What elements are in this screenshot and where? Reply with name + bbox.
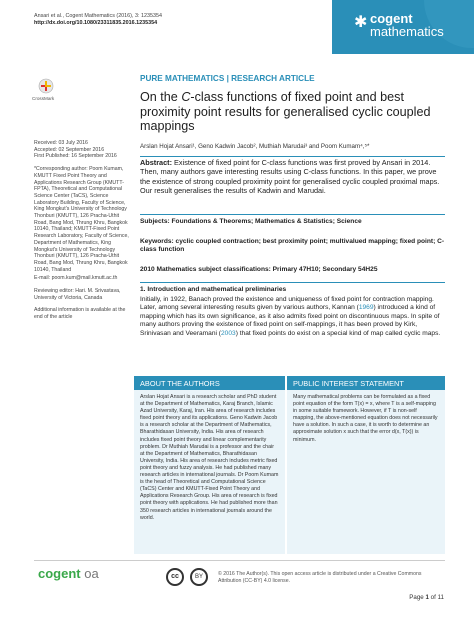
received-date: Received: 03 July 2016 bbox=[34, 140, 88, 146]
citation-line: Ansari et al., Cogent Mathematics (2016), 3: 1235354 bbox=[34, 13, 162, 19]
citation bbox=[34, 13, 162, 27]
brand-text bbox=[370, 12, 444, 38]
public-interest-box bbox=[287, 376, 445, 554]
about-authors-text: Arslan Hojat Ansari is a research scholar and PhD student at the Department of Mathematics, Karaj Branch, Islamic Azad University, Karaj, Iran. His area of research includes fixed point theory and its applications. Geno Kadwin Jacob is a research scholar at the Department of Mathematics, Bharathidasan University, India. His area of research includes fixed point theory and linear complementarity problem. Dr Muthiah Marudai is a professor and the chair at the Department of Mathematics, Bharathidasan University, India. His area of research includes metric fixed point theory and fuzzy analysis. He had published many research articles in international journals. Dr Poom Kumam is the head of Theoretical and Computational Science (TaCS) Center and KMUTT-Fixed Point Theory and Applications Research Group. His area of research is fixed point theory with applications. He had published more than 350 research articles in international journals around the world. bbox=[140, 394, 279, 521]
cogent-oa-logo bbox=[38, 566, 99, 581]
dates bbox=[34, 140, 134, 160]
introduction-text bbox=[140, 296, 445, 338]
section-heading: 1. Introduction and mathematical preliminaries bbox=[140, 286, 287, 293]
published-date: First Published: 16 September 2016 bbox=[34, 153, 117, 160]
logo-main: cogent bbox=[38, 566, 81, 581]
article-sidebar bbox=[34, 140, 134, 327]
doi-link[interactable]: http://dx.doi.org/10.1080/23311835.2016.1235354 bbox=[34, 20, 158, 26]
abstract-text: Existence of fixed point for C-class functions was first proved by Ansari in 2014. Then, many authors gave interesting results using C-class functions. In this paper, we prove the existence of strong coupled proximity point for generalised cyclic coupled proximal maps. Our result generalises the results of Kadwin and Marudai. bbox=[140, 158, 440, 196]
public-interest-heading: PUBLIC INTEREST STATEMENT bbox=[287, 376, 445, 390]
snowflake-icon: ✱ bbox=[354, 14, 368, 31]
crossmark-icon[interactable] bbox=[38, 78, 54, 94]
divider bbox=[140, 156, 445, 157]
title-rest: -class functions of fixed point and best proximity point results for generalised cyclic coupled mappings bbox=[140, 90, 431, 134]
article-section: PURE MATHEMATICS | RESEARCH ARTICLE bbox=[140, 74, 315, 83]
correspondence: *Corresponding author: Poom Kumam, KMUTT Fixed Point Theory and Applications Research Group (KMUTT-FPTA), Theoretical and Computational Science Center (TaCS), Science Laboratory Building, Faculty of Science, King Mongkut's University of Technology Thonburi (KMUTT), 126 Pracha-Uthit Road, Bang Mod, Thrung Khru, Bangkok 10140, Thailand; KMUTT-Fixed Point Research Laboratory, Faculty of Science, Department of Mathematics, King Mongkut's University of Technology Thonburi (KMUTT), 126 Pracha-Uthit Road, Bang Mod, Thrung Khru, Bangkok 10140, Thailand bbox=[34, 166, 129, 273]
reference-link[interactable]: 2003 bbox=[221, 329, 236, 337]
accepted-date: Accepted: 02 September 2016 bbox=[34, 146, 105, 153]
page-number bbox=[409, 594, 444, 601]
keywords bbox=[140, 238, 445, 255]
crossmark-label: CrossMark bbox=[32, 96, 55, 101]
corresponding-email[interactable]: E-mail: poom.kum@mail.kmutt.ac.th bbox=[34, 275, 118, 282]
page-total: 11 bbox=[437, 594, 444, 601]
about-authors-box bbox=[134, 376, 285, 554]
keywords-text: Keywords: cyclic coupled contraction; best proximity point; multivalued mapping; fixed point; C-class function bbox=[140, 238, 445, 254]
page-current: 1 bbox=[425, 594, 429, 601]
attribution-icon: BY bbox=[190, 568, 208, 586]
page-of: of bbox=[430, 594, 436, 601]
creative-commons-icon: cc bbox=[166, 568, 184, 586]
title-prefix: On the bbox=[140, 90, 182, 104]
page-label: Page bbox=[409, 594, 424, 601]
journal-brand-banner bbox=[332, 0, 474, 54]
footer-divider bbox=[34, 560, 445, 561]
subject-classification: 2010 Mathematics subject classifications: Primary 47H10; Secondary 54H25 bbox=[140, 266, 378, 273]
divider bbox=[140, 282, 445, 283]
reviewing-editor: Reviewing editor: Hari. M. Srivastava, University of Victoria, Canada bbox=[34, 288, 121, 301]
about-authors-heading: ABOUT THE AUTHORS bbox=[134, 376, 285, 390]
brand-subject: mathematics bbox=[370, 24, 444, 39]
logo-suffix: oa bbox=[84, 566, 99, 581]
intro-part: ) introduced a kind of mapping which has its own significance, as it also admits fixed point on discontinuous maps. In spite of many authors proving the existence of fixed point on self-mappings, it has been proved by Kirk, Srinivasan and Veeramani ( bbox=[140, 304, 440, 337]
subjects: Subjects: Foundations & Theorems; Mathematics & Statistics; Science bbox=[140, 218, 362, 225]
article-title bbox=[140, 90, 445, 134]
reference-link[interactable]: 1969 bbox=[358, 304, 374, 312]
title-italic: C bbox=[181, 90, 191, 104]
additional-info: Additional information is available at the end of the article bbox=[34, 307, 126, 321]
intro-part: ) that fixed points do exist on a special kind of map called cyclic maps. bbox=[235, 329, 441, 337]
abstract bbox=[140, 158, 445, 196]
divider bbox=[140, 214, 445, 215]
intro-part: Initially, in 1922, Banach proved the existence and uniqueness of fixed point for contraction mapping. Later, among several interesting results given by various authors, Kannan ( bbox=[140, 296, 434, 312]
abstract-label: Abstract: bbox=[140, 158, 173, 167]
author-list: Arslan Hojat Ansari¹, Geno Kadwin Jacob², Muthiah Marudai³ and Poom Kumam⁴,⁵* bbox=[140, 143, 370, 150]
brand-name: cogent bbox=[370, 11, 413, 26]
license-text: © 2016 The Author(s). This open access article is distributed under a Creative Commons Attribution (CC-BY) 4.0 license. bbox=[218, 571, 422, 584]
public-interest-text: Many mathematical problems can be formulated as a fixed point equation of the form T(x) = x, where T is a self-mapping in some suitable framework. However, if T is non-self mapping, the above-mentioned equation does not necessarily have a solution. In such a case, it is worth to determine an approximate solution x such that the error d(x, T(x)) is minimum. bbox=[293, 394, 438, 443]
